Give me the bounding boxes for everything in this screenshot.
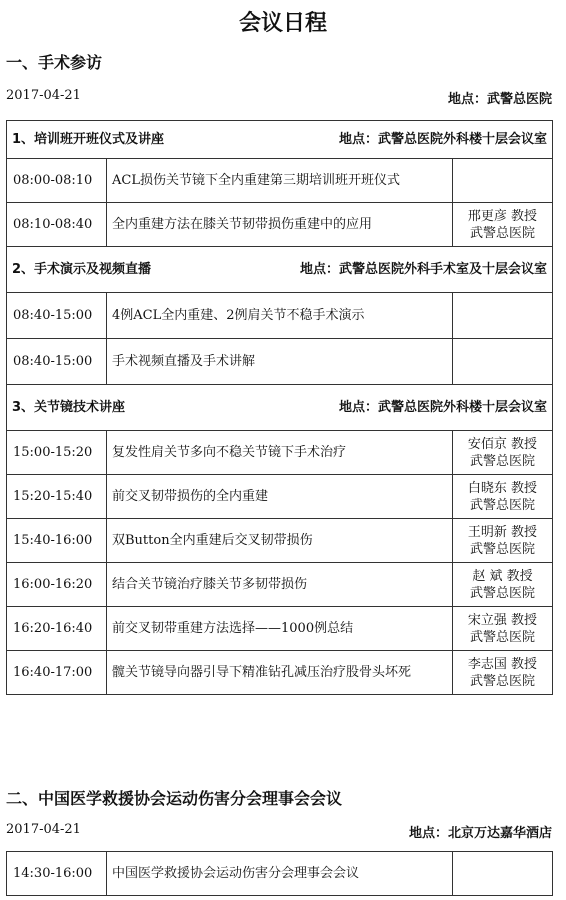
- time-cell: 16:00-16:20: [7, 563, 107, 607]
- table-row: [7, 852, 553, 896]
- section-2-date: 2017-04-21: [6, 822, 81, 837]
- speaker-cell: [453, 852, 553, 896]
- section-1-location: 地点：武警总医院: [447, 92, 552, 107]
- time-cell: 08:40-15:00: [7, 293, 107, 339]
- speaker-name: 宋立强 教授: [467, 612, 538, 628]
- speaker-org: 武警总医院: [469, 629, 535, 645]
- topic-cell: 中国医学救援协会运动伤害分会理事会会议: [107, 852, 453, 896]
- topic-cell: 手术视频直播及手术讲解: [107, 339, 453, 385]
- speaker-org: 武警总医院: [469, 497, 535, 513]
- speaker-name: 安佰京 教授: [467, 436, 538, 452]
- section-1-heading: 一、手术参访: [6, 53, 103, 72]
- group-location: 地点：武警总医院外科楼十层会议室: [338, 400, 547, 415]
- schedule-table-2: [6, 851, 553, 896]
- topic-cell: 双Button全内重建后交叉韧带损伤: [107, 519, 453, 563]
- group-title: 1、培训班开班仪式及讲座: [12, 132, 165, 147]
- schedule-table-1: [6, 120, 553, 695]
- time-cell: 08:10-08:40: [7, 203, 107, 247]
- time-cell: 15:00-15:20: [7, 431, 107, 475]
- time-cell: 16:20-16:40: [7, 607, 107, 651]
- speaker-cell: [453, 159, 553, 203]
- table-row: [7, 607, 553, 651]
- group-header-3: [7, 385, 553, 431]
- time-cell: 16:40-17:00: [7, 651, 107, 695]
- speaker-name: 白晓东 教授: [467, 480, 538, 496]
- topic-cell: ACL损伤关节镜下全内重建第三期培训班开班仪式: [107, 159, 453, 203]
- group-location: 地点：武警总医院外科楼十层会议室: [338, 132, 547, 147]
- table-row: [7, 339, 553, 385]
- time-cell: 14:30-16:00: [7, 852, 107, 896]
- table-row: [7, 563, 553, 607]
- group-header-1: [7, 121, 553, 159]
- table-row: [7, 475, 553, 519]
- time-cell: 08:00-08:10: [7, 159, 107, 203]
- speaker-name: 王明新 教授: [467, 524, 538, 540]
- speaker-cell: [453, 563, 553, 607]
- group-title: 3、关节镜技术讲座: [12, 400, 126, 415]
- speaker-name: 赵 斌 教授: [472, 568, 533, 584]
- table-row: [7, 159, 553, 203]
- speaker-org: 武警总医院: [469, 225, 535, 241]
- section-2-location: 地点：北京万达嘉华酒店: [408, 826, 552, 841]
- section-1-date: 2017-04-21: [6, 88, 81, 103]
- table-row: [7, 519, 553, 563]
- topic-cell: 复发性肩关节多向不稳关节镜下手术治疗: [107, 431, 453, 475]
- topic-cell: 髋关节镜导向器引导下精准钻孔减压治疗股骨头坏死: [107, 651, 453, 695]
- speaker-cell: [453, 519, 553, 563]
- topic-cell: 4例ACL全内重建、2例肩关节不稳手术演示: [107, 293, 453, 339]
- table-row: [7, 651, 553, 695]
- speaker-cell: [453, 339, 553, 385]
- section-2-heading: 二、中国医学救援协会运动伤害分会理事会会议: [6, 789, 343, 808]
- group-location: 地点：武警总医院外科手术室及十层会议室: [299, 262, 547, 277]
- time-cell: 08:40-15:00: [7, 339, 107, 385]
- speaker-org: 武警总医院: [469, 585, 535, 601]
- time-cell: 15:20-15:40: [7, 475, 107, 519]
- speaker-cell: [453, 607, 553, 651]
- speaker-cell: [453, 651, 553, 695]
- speaker-cell: [453, 431, 553, 475]
- topic-cell: 前交叉韧带损伤的全内重建: [107, 475, 453, 519]
- speaker-cell: [453, 475, 553, 519]
- page-title: 会议日程: [238, 11, 327, 36]
- time-cell: 15:40-16:00: [7, 519, 107, 563]
- speaker-name: 邢更彦 教授: [467, 208, 538, 224]
- table-row: [7, 203, 553, 247]
- speaker-org: 武警总医院: [469, 673, 535, 689]
- group-header-2: [7, 247, 553, 293]
- speaker-name: 李志国 教授: [467, 656, 538, 672]
- topic-cell: 结合关节镜治疗膝关节多韧带损伤: [107, 563, 453, 607]
- topic-cell: 全内重建方法在膝关节韧带损伤重建中的应用: [107, 203, 453, 247]
- table-row: [7, 293, 553, 339]
- speaker-org: 武警总医院: [469, 541, 535, 557]
- speaker-org: 武警总医院: [469, 453, 535, 469]
- table-row: [7, 431, 553, 475]
- speaker-cell: [453, 293, 553, 339]
- speaker-cell: [453, 203, 553, 247]
- group-title: 2、手术演示及视频直播: [12, 262, 152, 277]
- topic-cell: 前交叉韧带重建方法选择——1000例总结: [107, 607, 453, 651]
